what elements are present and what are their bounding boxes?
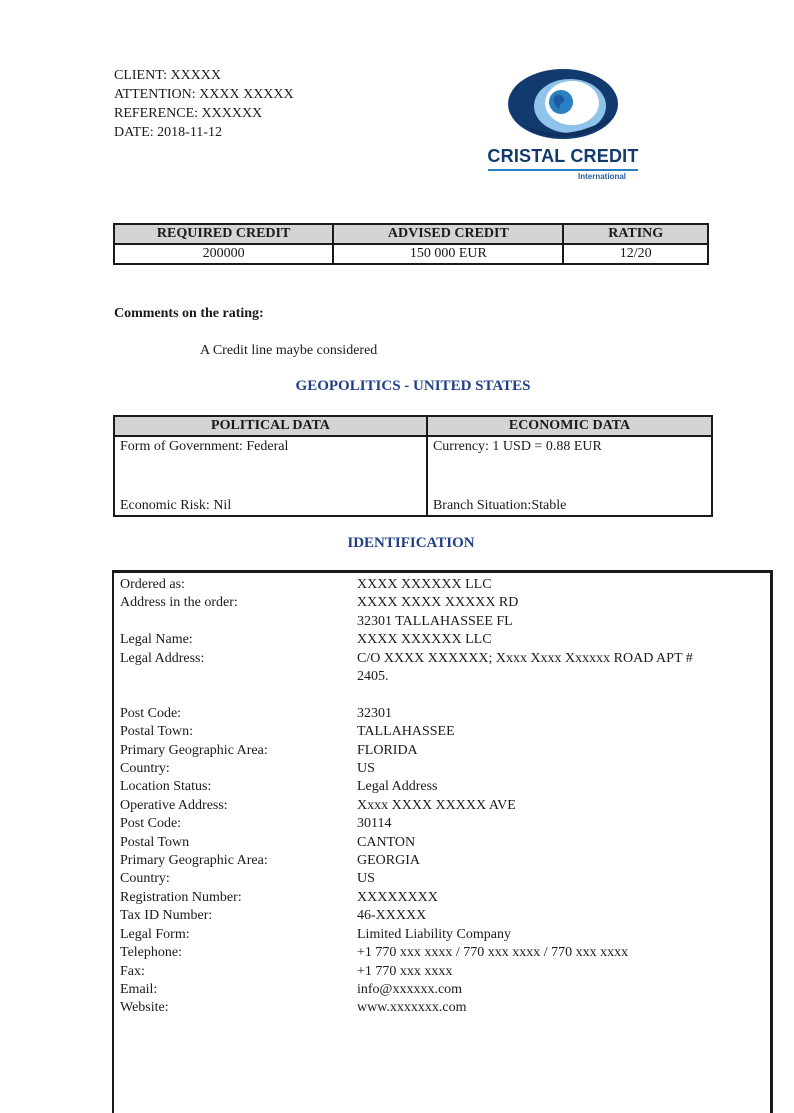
- identification-label: Location Status:: [120, 779, 212, 795]
- advised-credit-value: 150 000 EUR: [333, 244, 563, 264]
- identification-value: US: [357, 761, 375, 777]
- identification-value: CANTON: [357, 834, 416, 850]
- identification-label: [120, 613, 357, 631]
- identification-label: Legal Form:: [120, 926, 190, 942]
- economic-data-cell: [427, 436, 712, 516]
- comments-text: A Credit line maybe considered: [200, 343, 378, 358]
- company-logo: [478, 66, 648, 186]
- identification-row: [120, 870, 760, 888]
- credit-summary-table: [113, 223, 709, 265]
- identification-title: IDENTIFICATION: [347, 535, 475, 551]
- date-line: DATE: 2018-11-12: [114, 125, 222, 140]
- identification-row: [120, 686, 760, 704]
- advised-credit-header: ADVISED CREDIT: [333, 224, 563, 244]
- identification-label: Post Code:: [120, 816, 182, 832]
- logo-subtitle: International: [578, 172, 627, 181]
- identification-label: Primary Geographic Area:: [120, 853, 268, 869]
- identification-label: Country:: [120, 871, 170, 887]
- identification-value: www.xxxxxxx.com: [357, 1000, 467, 1016]
- identification-row: [120, 889, 760, 907]
- identification-list: [120, 576, 760, 1018]
- identification-value: TALLAHASSEE: [357, 724, 455, 740]
- economic-risk: Economic Risk: Nil: [120, 498, 232, 513]
- identification-row: [120, 705, 760, 723]
- identification-row: [120, 742, 760, 760]
- identification-label: Operative Address:: [120, 797, 228, 813]
- identification-row: [120, 631, 760, 649]
- identification-label: Ordered as:: [120, 577, 185, 592]
- credit-values-row: [114, 244, 708, 264]
- geopolitics-title: GEOPOLITICS - UNITED STATES: [295, 378, 531, 394]
- political-data-cell: [114, 436, 427, 516]
- identification-label: [120, 686, 357, 704]
- identification-value: 32301 TALLAHASSEE FL: [357, 613, 513, 629]
- identification-row: [120, 594, 760, 612]
- identification-label: Primary Geographic Area:: [120, 742, 268, 758]
- required-credit-value: 200000: [114, 244, 333, 264]
- logo-divider: [488, 169, 638, 171]
- identification-row: [120, 778, 760, 796]
- rating-header: RATING: [563, 224, 708, 244]
- required-credit-header: REQUIRED CREDIT: [114, 224, 333, 244]
- client-line: CLIENT: XXXXX: [114, 68, 222, 83]
- identification-label: Postal Town: [120, 834, 190, 850]
- identification-value: C/O XXXX XXXXXX; Xxxx Xxxx Xxxxxx ROAD APT #: [357, 650, 693, 666]
- reference-line: REFERENCE: XXXXXX: [114, 106, 263, 121]
- comments-heading: Comments on the rating:: [114, 306, 264, 321]
- identification-row: [120, 852, 760, 870]
- identification-row: [120, 668, 760, 686]
- economic-data-header: ECONOMIC DATA: [427, 416, 712, 436]
- report-header: [114, 66, 294, 142]
- identification-row: [120, 944, 760, 962]
- identification-row: [120, 999, 760, 1017]
- globe-logo-icon: [478, 66, 648, 146]
- identification-label: Legal Address:: [120, 650, 205, 666]
- identification-row: [120, 613, 760, 631]
- identification-value: XXXX XXXXXX LLC: [357, 577, 492, 592]
- identification-box: [112, 570, 773, 1113]
- identification-value: 32301: [357, 705, 392, 721]
- identification-label: Registration Number:: [120, 889, 242, 905]
- logo-wordmark: CRISTAL CREDIT: [487, 146, 639, 166]
- identification-label: Email:: [120, 981, 158, 997]
- identification-value: [357, 686, 760, 704]
- identification-value: 46-XXXXX: [357, 908, 427, 924]
- identification-value: 2405.: [357, 669, 389, 685]
- identification-row: [120, 797, 760, 815]
- geopolitics-header-row: [114, 416, 712, 436]
- identification-value: Xxxx XXXX XXXXX AVE: [357, 797, 516, 813]
- identification-label: Telephone:: [120, 945, 182, 961]
- identification-label: Post Code:: [120, 705, 182, 721]
- identification-value: XXXX XXXXXX LLC: [357, 632, 492, 648]
- identification-row: [120, 963, 760, 981]
- identification-label: Country:: [120, 761, 170, 777]
- identification-value: XXXX XXXX XXXXX RD: [357, 595, 519, 611]
- identification-value: GEORGIA: [357, 853, 420, 869]
- currency-rate: Currency: 1 USD = 0.88 EUR: [432, 439, 602, 454]
- identification-label: Postal Town:: [120, 724, 194, 740]
- geopolitics-table: [113, 415, 713, 517]
- political-data-header: POLITICAL DATA: [114, 416, 427, 436]
- identification-row: [120, 723, 760, 741]
- identification-row: [120, 760, 760, 778]
- identification-value: +1 770 xxx xxxx: [357, 963, 453, 979]
- identification-value: info@xxxxxx.com: [357, 981, 463, 997]
- rating-value: 12/20: [563, 244, 708, 264]
- identification-row: [120, 650, 760, 668]
- identification-value: 30114: [357, 816, 392, 832]
- geopolitics-data-row: [114, 436, 712, 516]
- identification-row: [120, 576, 760, 594]
- identification-value: Legal Address: [357, 779, 438, 795]
- branch-situation: Branch Situation:Stable: [432, 498, 567, 513]
- identification-row: [120, 815, 760, 833]
- identification-label: Address in the order:: [120, 595, 238, 611]
- identification-value: +1 770 xxx xxxx / 770 xxx xxxx / 770 xxx xxxx: [357, 945, 629, 961]
- identification-label: Fax:: [120, 963, 145, 979]
- identification-label: [120, 668, 357, 686]
- identification-value: XXXXXXXX: [357, 889, 438, 905]
- identification-label: Legal Name:: [120, 632, 193, 648]
- identification-label: Tax ID Number:: [120, 908, 213, 924]
- identification-row: [120, 981, 760, 999]
- identification-row: [120, 926, 760, 944]
- attention-line: ATTENTION: XXXX XXXXX: [114, 87, 294, 102]
- credit-header-row: [114, 224, 708, 244]
- identification-value: US: [357, 871, 375, 887]
- identification-value: FLORIDA: [357, 742, 418, 758]
- identification-value: Limited Liability Company: [357, 926, 511, 942]
- form-of-government: Form of Government: Federal: [120, 439, 289, 454]
- identification-label: Website:: [120, 1000, 169, 1016]
- identification-row: [120, 907, 760, 925]
- identification-row: [120, 834, 760, 852]
